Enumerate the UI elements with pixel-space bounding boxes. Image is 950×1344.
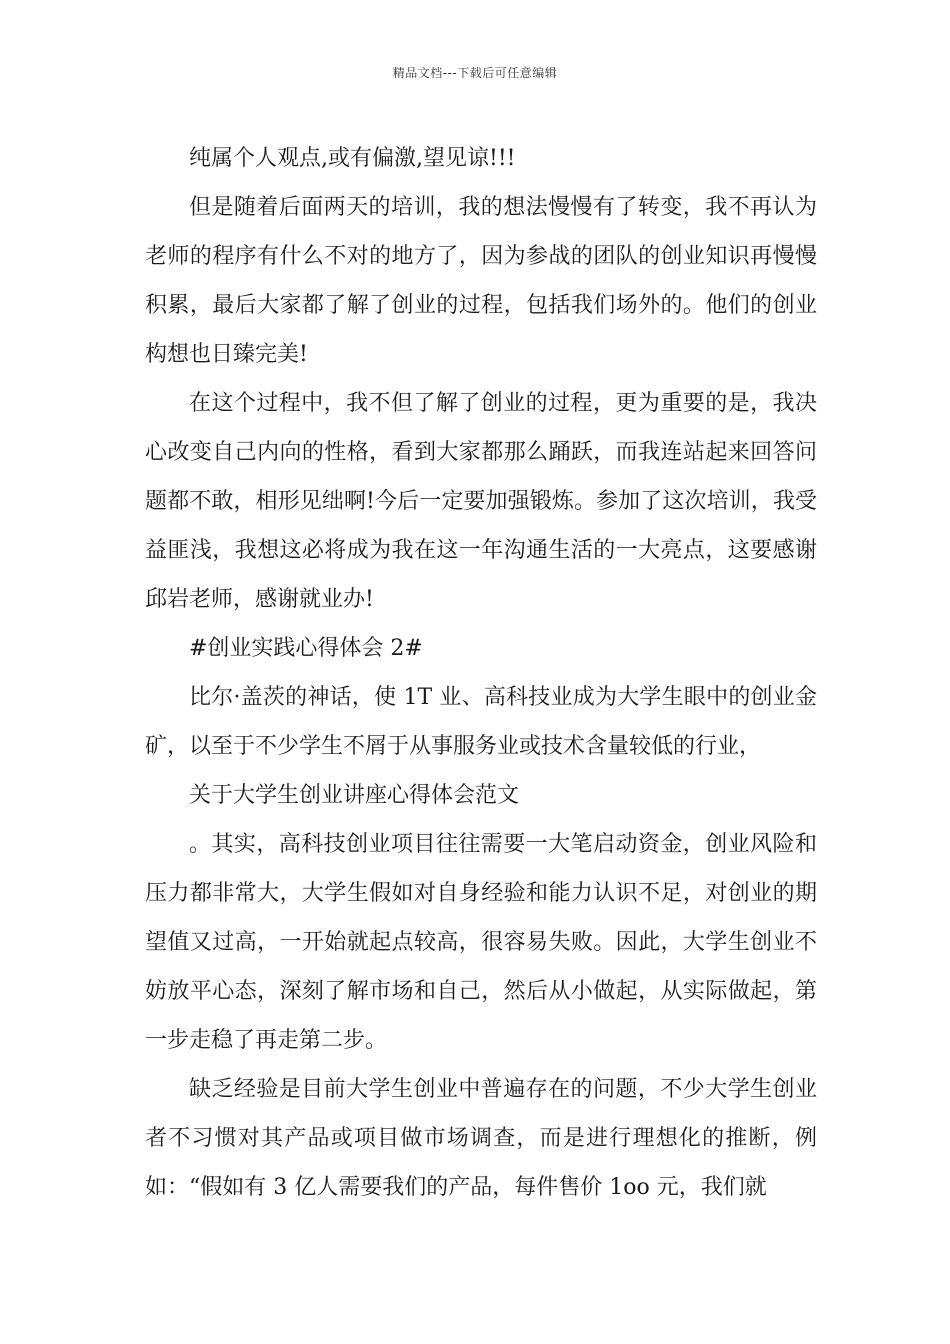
section-heading-2: #创业实践心得体会 2# bbox=[189, 636, 423, 661]
paragraph-bill-gates: 比尔·盖茨的神话，使 1T 业、高科技业成为大学生眼中的创业金矿，以至于不少学生不屑于从事服务业或技术含量较低的行业， bbox=[145, 685, 817, 759]
paragraph-process-reflection: 在这个过程中，我不但了解了创业的过程，更为重要的是，我决心改变自己内向的性格，看到大家都那么踊跃，而我连站起来回答问题都不敢，相形见绌啊!今后一定要加强锻炼。参加了这次培训，我受益匪浅，我想这必将成为我在这一年沟通生活的一大亮点，这要感谢邱岩老师，感谢就业办! bbox=[145, 391, 817, 612]
document-title-line: 关于大学生创业讲座心得体会范文 bbox=[189, 783, 520, 808]
document-body bbox=[145, 134, 817, 1212]
page-header: 精品文档---下载后可任意编辑 bbox=[392, 66, 558, 80]
paragraph-high-tech-risk: 。其实，高科技创业项目往往需要一大笔启动资金，创业风险和压力都非常大，大学生假如对自身经验和能力认识不足，对创业的期望值又过高，一开始就起点较高，很容易失败。因此，大学生创业不妨放平心态，深刻了解市场和自己，然后从小做起，从实际做起，第一步走稳了再走第二步。 bbox=[145, 832, 817, 1053]
paragraph-lack-of-experience: 缺乏经验是目前大学生创业中普遍存在的问题，不少大学生创业者不习惯对其产品或项目做市场调查，而是进行理想化的推断，例如：“假如有 3 亿人需要我们的产品，每件售价 1oo 元，我们就 bbox=[145, 1077, 817, 1200]
paragraph-training-change: 但是随着后面两天的培训，我的想法慢慢有了转变，我不再认为老师的程序有什么不对的地方了，因为参战的团队的创业知识再慢慢积累，最后大家都了解了创业的过程，包括我们场外的。他们的创业构想也日臻完美! bbox=[145, 195, 817, 367]
paragraph-disclaimer: 纯属个人观点,或有偏激,望见谅!!! bbox=[189, 146, 516, 171]
